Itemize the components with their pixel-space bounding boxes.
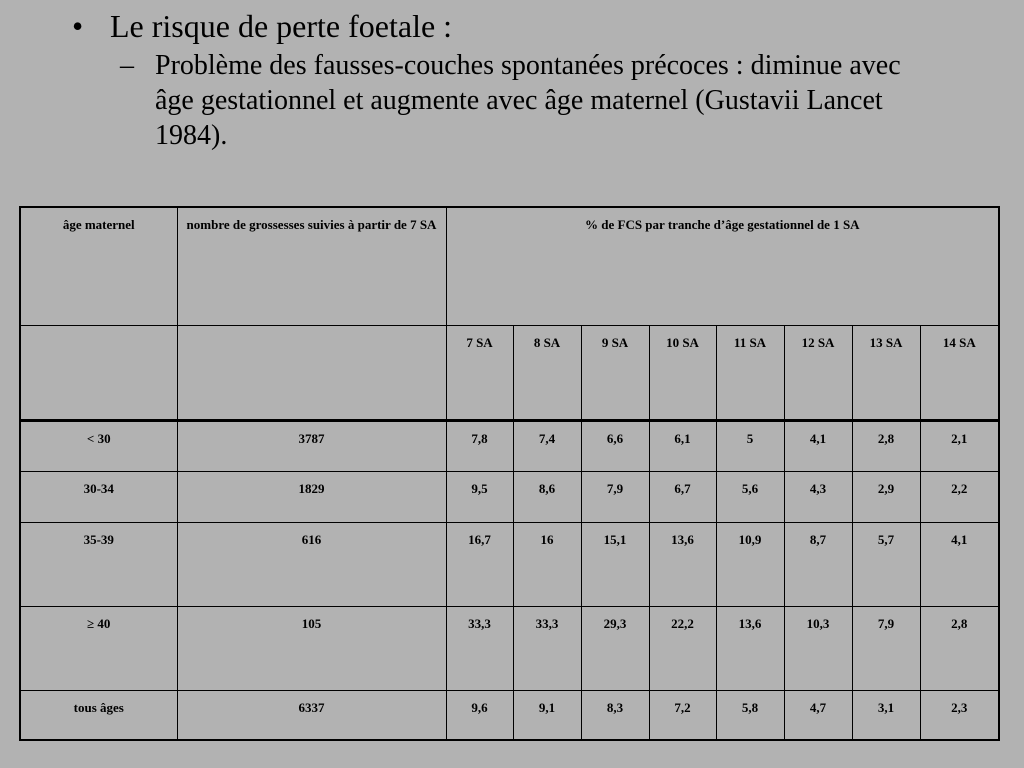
age-cell: tous âges [20,690,177,740]
value-cell: 4,1 [920,522,999,606]
bullet-level-2 [120,48,992,153]
count-cell: 6337 [177,690,446,740]
weeks-header-row [20,325,999,420]
week-header: 9 SA [581,325,649,420]
age-cell: ≥ 40 [20,606,177,690]
count-cell: 3787 [177,420,446,471]
value-cell: 8,3 [581,690,649,740]
value-cell: 7,9 [852,606,920,690]
fcs-table [19,206,1000,741]
table-row [20,471,999,522]
value-cell: 8,7 [784,522,852,606]
age-cell: < 30 [20,420,177,471]
value-cell: 5,8 [716,690,784,740]
value-cell: 13,6 [649,522,716,606]
empty-cell [177,325,446,420]
value-cell: 29,3 [581,606,649,690]
value-cell: 8,6 [513,471,581,522]
table-row [20,420,999,471]
value-cell: 2,3 [920,690,999,740]
value-cell: 10,9 [716,522,784,606]
value-cell: 5,7 [852,522,920,606]
week-header: 13 SA [852,325,920,420]
value-cell: 7,4 [513,420,581,471]
value-cell: 4,3 [784,471,852,522]
value-cell: 9,5 [446,471,513,522]
count-cell: 105 [177,606,446,690]
value-cell: 3,1 [852,690,920,740]
value-cell: 5 [716,420,784,471]
table-row [20,606,999,690]
week-header: 14 SA [920,325,999,420]
bullet-level-1 [72,6,992,46]
bullet-level-2-text: Problème des fausses-couches spontanées précoces : diminue avec âge gestationnel et augmente avec âge maternel (Gustavii Lancet 1984). [155,50,901,151]
value-cell: 6,1 [649,420,716,471]
value-cell: 22,2 [649,606,716,690]
value-cell: 33,3 [513,606,581,690]
value-cell: 15,1 [581,522,649,606]
value-cell: 6,6 [581,420,649,471]
table-row [20,522,999,606]
header-row [20,207,999,325]
week-header: 7 SA [446,325,513,420]
week-header: 8 SA [513,325,581,420]
bullet-dash-icon: – [120,50,134,81]
value-cell: 33,3 [446,606,513,690]
value-cell: 7,9 [581,471,649,522]
slide-bullets [72,6,992,153]
value-cell: 13,6 [716,606,784,690]
value-cell: 2,9 [852,471,920,522]
bullet-level-1-text: Le risque de perte foetale : [110,8,453,44]
empty-cell [20,325,177,420]
week-header: 11 SA [716,325,784,420]
count-cell: 1829 [177,471,446,522]
header-nombre-grossesses: nombre de grossesses suivies à partir de 7 SA [177,207,446,325]
value-cell: 5,6 [716,471,784,522]
table-row-total [20,690,999,740]
header-age-maternel: âge maternel [20,207,177,325]
value-cell: 16,7 [446,522,513,606]
header-pct-fcs: % de FCS par tranche d’âge gestationnel de 1 SA [446,207,999,325]
value-cell: 9,1 [513,690,581,740]
value-cell: 2,1 [920,420,999,471]
value-cell: 2,2 [920,471,999,522]
value-cell: 2,8 [852,420,920,471]
week-header: 12 SA [784,325,852,420]
age-cell: 30-34 [20,471,177,522]
value-cell: 9,6 [446,690,513,740]
week-header: 10 SA [649,325,716,420]
value-cell: 4,7 [784,690,852,740]
value-cell: 7,8 [446,420,513,471]
bullet-dot-icon: • [72,8,84,44]
value-cell: 4,1 [784,420,852,471]
age-cell: 35-39 [20,522,177,606]
value-cell: 2,8 [920,606,999,690]
value-cell: 6,7 [649,471,716,522]
value-cell: 16 [513,522,581,606]
value-cell: 10,3 [784,606,852,690]
count-cell: 616 [177,522,446,606]
value-cell: 7,2 [649,690,716,740]
